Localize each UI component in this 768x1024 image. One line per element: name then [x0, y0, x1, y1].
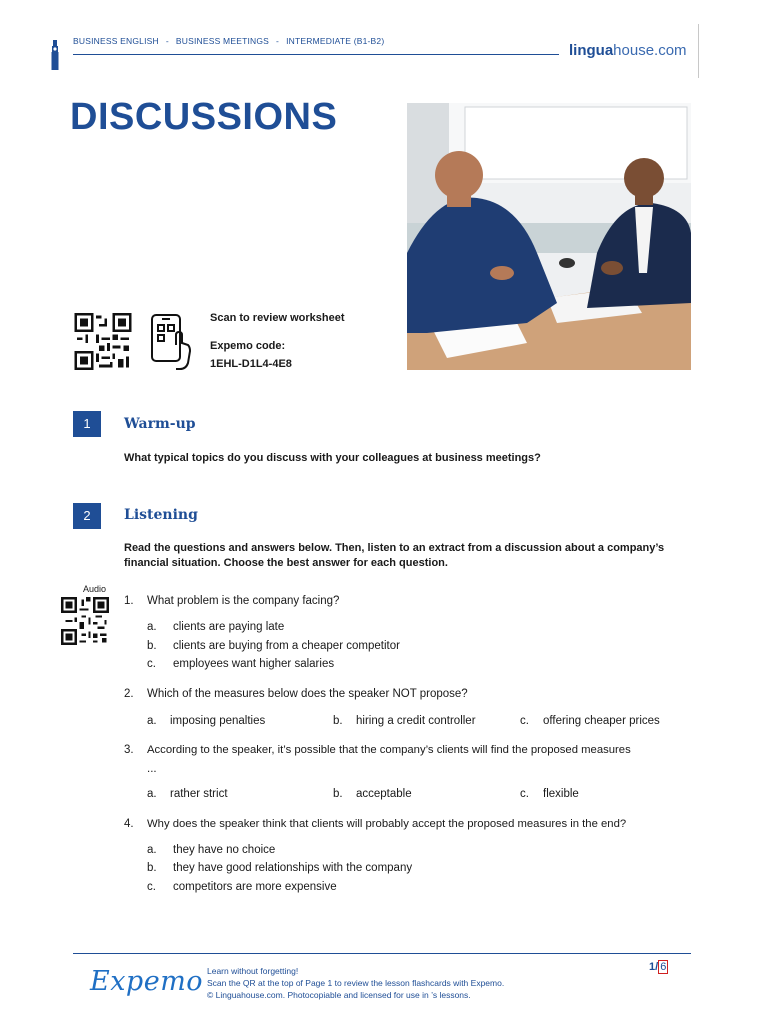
answer-option[interactable]: [147, 881, 337, 893]
answer-option[interactable]: [147, 658, 334, 670]
question-text-continuation: ...: [147, 763, 157, 775]
question-number: 4.: [124, 818, 134, 830]
option-letter: a.: [147, 788, 157, 800]
question-text: Why does the speaker think that clients will probably accept the proposed measures in the end?: [147, 818, 627, 830]
meeting-photo: [407, 103, 691, 370]
section-number-badge: 1: [73, 411, 101, 437]
option-text[interactable]: rather strict: [170, 788, 228, 800]
option-letter: a.: [147, 621, 157, 633]
option-letter: a.: [147, 844, 157, 856]
answer-option[interactable]: [147, 844, 275, 856]
expemo-code-label: Expemo code:: [210, 340, 286, 352]
footer-divider: [73, 953, 691, 954]
option-letter: b.: [333, 788, 343, 800]
option-letter: b.: [147, 640, 157, 652]
question-number: 3.: [124, 744, 134, 756]
phone-scan-icon: [150, 313, 192, 371]
question-text: What problem is the company facing?: [147, 595, 340, 607]
question-text: Which of the measures below does the speaker NOT propose?: [147, 688, 468, 700]
answer-option[interactable]: [147, 640, 400, 652]
logo-rest-part: house.com: [613, 42, 687, 59]
option-text: employees want higher salaries: [173, 658, 335, 670]
option-text: clients are paying late: [173, 621, 285, 633]
listening-instructions-line-2: financial situation. Choose the best answer for each question.: [124, 557, 448, 569]
page-separator: /: [655, 961, 659, 973]
expemo-code-value: 1EHL-D1L4-4E8: [210, 358, 292, 370]
logo-bold-part: lingua: [569, 42, 614, 59]
qr-code-icon[interactable]: [73, 313, 133, 370]
question-number: 1.: [124, 595, 134, 607]
option-letter: b.: [333, 715, 343, 727]
answer-option[interactable]: [333, 715, 343, 727]
breadcrumb: [73, 36, 384, 46]
breadcrumb-item: BUSINESS MEETINGS: [175, 36, 270, 46]
question-number: 2.: [124, 688, 134, 700]
option-text: competitors are more expensive: [173, 881, 337, 893]
big-ben-icon: [50, 40, 60, 70]
header-vertical-rule: [698, 24, 699, 78]
page-title: DISCUSSIONS: [70, 96, 338, 138]
warm-up-question: What typical topics do you discuss with your colleagues at business meetings?: [124, 452, 541, 464]
answer-option[interactable]: [520, 788, 529, 800]
audio-label: Audio: [83, 584, 107, 594]
breadcrumb-item: INTERMEDIATE (B1-B2): [286, 36, 385, 46]
breadcrumb-item: BUSINESS ENGLISH: [73, 36, 159, 46]
footer-tagline: Learn without forgetting!: [207, 966, 299, 976]
option-text: they have no choice: [173, 844, 276, 856]
answer-option[interactable]: [520, 715, 529, 727]
answer-option[interactable]: [147, 788, 157, 800]
answer-option[interactable]: [333, 788, 343, 800]
option-letter: b.: [147, 862, 157, 874]
page-current: 1: [649, 961, 656, 973]
option-text[interactable]: offering cheaper prices: [543, 715, 660, 727]
section-number-badge: 2: [73, 503, 101, 529]
linguahouse-logo[interactable]: [569, 42, 687, 59]
section-title-warm-up: Warm-up: [124, 416, 196, 432]
option-letter: a.: [147, 715, 157, 727]
option-text[interactable]: hiring a credit controller: [356, 715, 476, 727]
option-letter: c.: [520, 788, 529, 800]
option-text: clients are buying from a cheaper competitor: [173, 640, 400, 652]
footer-instructions: Scan the QR at the top of Page 1 to review the lesson flashcards with Expemo.: [207, 978, 505, 988]
expemo-logo[interactable]: Expemo: [90, 966, 204, 997]
section-title-listening: Listening: [124, 507, 198, 523]
scan-label: Scan to review worksheet: [210, 312, 345, 324]
option-text[interactable]: flexible: [543, 788, 579, 800]
answer-option[interactable]: [147, 715, 157, 727]
page-number: [649, 960, 668, 974]
breadcrumb-separator: -: [276, 36, 280, 46]
audio-qr-code-icon[interactable]: [59, 597, 111, 645]
answer-option[interactable]: [147, 862, 412, 874]
answer-option[interactable]: [147, 621, 284, 633]
header-divider: [73, 54, 559, 55]
footer-copyright: © Linguahouse.com. Photocopiable and licensed for use in ’s lessons.: [207, 990, 471, 1000]
option-letter: c.: [147, 881, 156, 893]
question-text: According to the speaker, it’s possible that the company’s clients will find the proposed measures: [147, 744, 631, 756]
option-text: they have good relationships with the company: [173, 862, 413, 874]
option-text[interactable]: imposing penalties: [170, 715, 266, 727]
option-letter: c.: [520, 715, 529, 727]
option-text[interactable]: acceptable: [356, 788, 412, 800]
page-total-link[interactable]: 6: [660, 961, 667, 973]
listening-instructions-line-1: Read the questions and answers below. Then, listen to an extract from a discussion about a company’s: [124, 542, 665, 554]
breadcrumb-separator: -: [165, 36, 169, 46]
option-letter: c.: [147, 658, 156, 670]
